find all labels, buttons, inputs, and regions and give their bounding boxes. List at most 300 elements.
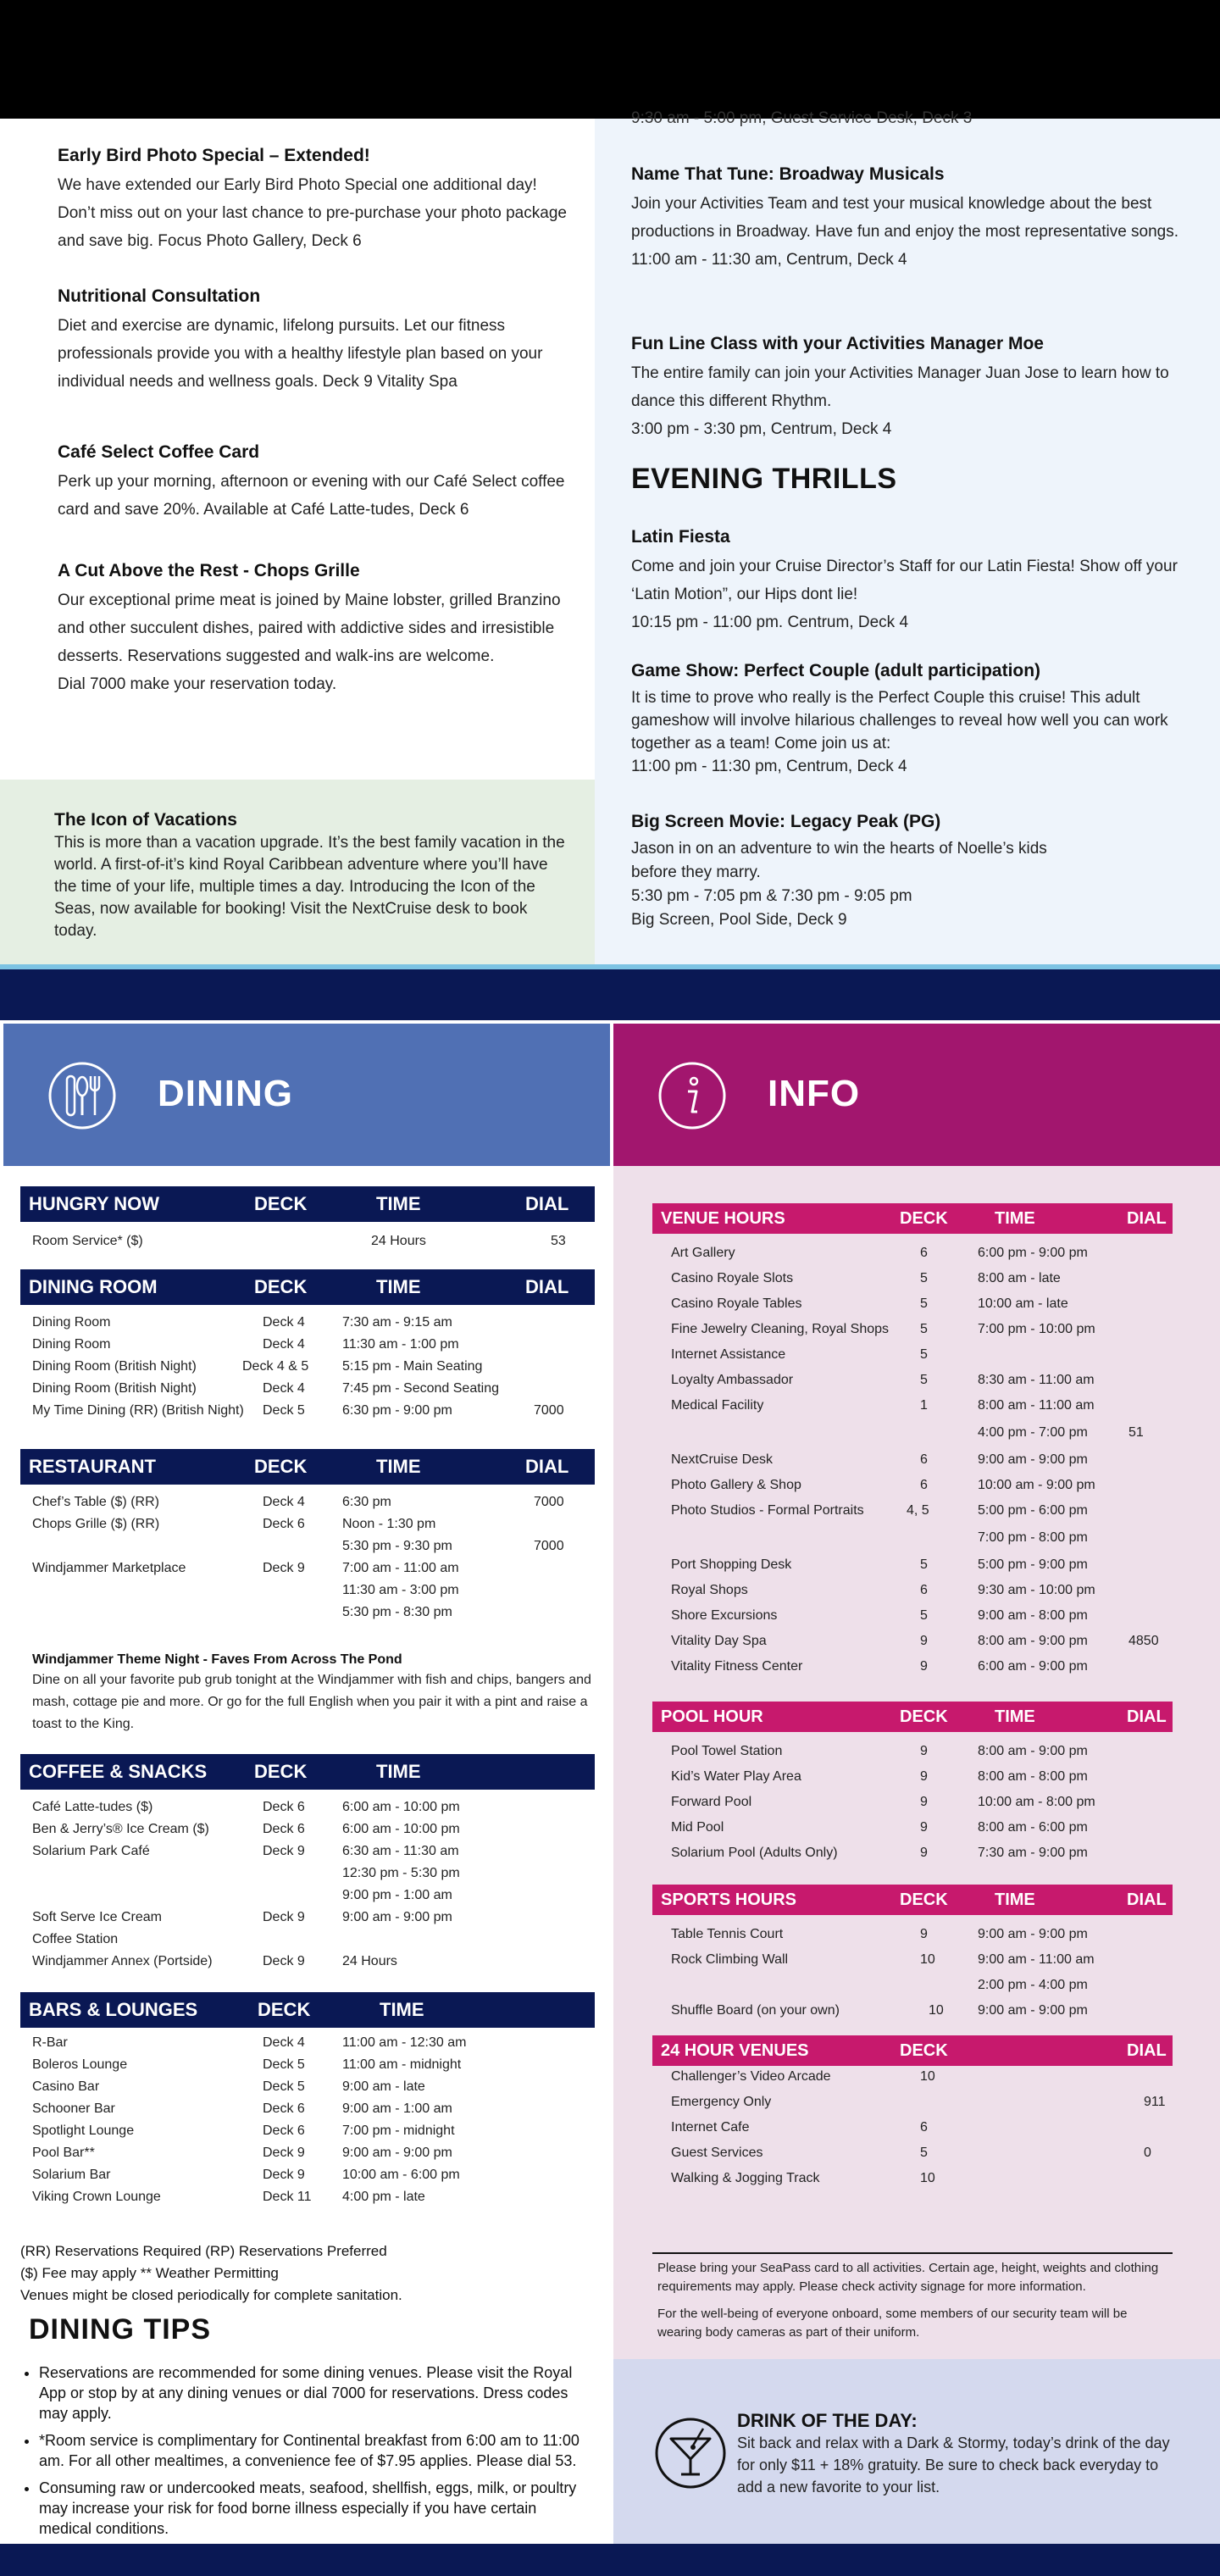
cell-venue: Pool Bar** [32, 2146, 95, 2160]
cell-deck: 6 [920, 1246, 928, 1260]
col-time: TIME [995, 1209, 1035, 1228]
cell-deck: 5 [920, 1271, 928, 1285]
cell-deck: 10 [920, 2069, 935, 2084]
cell-time: 7:30 am - 9:15 am [342, 1315, 452, 1330]
section-name: SPORTS HOURS [661, 1890, 797, 1909]
table-row [32, 2057, 591, 2078]
cell-deck: Deck 9 [263, 1561, 305, 1575]
cell-time: 8:00 am - 11:00 am [978, 1398, 1095, 1413]
cell-time: 6:00 am - 10:00 pm [342, 1822, 460, 1836]
table-row [32, 1605, 591, 1625]
cell-venue: Kid’s Water Play Area [671, 1769, 801, 1784]
table-row [32, 2124, 591, 2144]
cell-deck: 10 [920, 2171, 935, 2185]
cell-time: 6:00 pm - 9:00 pm [978, 1246, 1088, 1260]
table-row [32, 1866, 591, 1886]
cell-venue: R-Bar [32, 2035, 68, 2050]
col-deck: DECK [900, 2041, 948, 2060]
cell-deck: Deck 9 [263, 2146, 305, 2160]
block-body: It is time to prove who really is the Perfect Couple this cruise! This adult gameshow will involve hilarious challenges to reveal how well you can work together as a team! Come join us at: [631, 689, 1168, 752]
cell-venue: Dining Room (British Night) [32, 1359, 197, 1374]
cell-time: 4:00 pm - late [342, 2190, 425, 2204]
drink-text [737, 2410, 1186, 2498]
cell-venue: NextCruise Desk [671, 1452, 774, 1467]
cell-venue: Fine Jewelry Cleaning, Royal Shops [671, 1322, 890, 1336]
section-name: BARS & LOUNGES [29, 1999, 198, 2020]
col-time: TIME [995, 1707, 1035, 1726]
table-row [32, 1539, 591, 1559]
table-row [671, 1608, 1220, 1629]
cell-deck: 9 [920, 1927, 928, 1941]
cell-venue: Walking & Jogging Track [671, 2171, 820, 2185]
cell-time: 7:00 am - 11:00 am [342, 1561, 459, 1575]
section-name: RESTAURANT [29, 1456, 156, 1477]
block-time: 3:00 pm - 3:30 pm, Centrum, Deck 4 [631, 420, 892, 438]
cell-deck: Deck 4 [263, 1315, 305, 1330]
block-time: 11:00 am - 11:30 am, Centrum, Deck 4 [631, 251, 907, 269]
cell-deck: 9 [920, 1846, 928, 1860]
coffee-snacks-header [20, 1754, 595, 1790]
early-bird-block [58, 146, 576, 255]
block-title: Café Select Coffee Card [58, 442, 260, 462]
cell-venue: Shore Excursions [671, 1608, 778, 1623]
col-dial: DIAL [1127, 2041, 1167, 2060]
cell-deck: Deck 6 [263, 2124, 305, 2138]
col-dial: DIAL [525, 1193, 569, 1214]
table-row [32, 1844, 591, 1864]
table-row [32, 1234, 583, 1254]
block-body: We have extended our Early Bird Photo Special one additional day! Don’t miss out on your last chance to pre-purchase your photo package and save big. Focus Photo Gallery, Deck 6 [58, 176, 567, 250]
col-deck: DECK [900, 1707, 948, 1726]
cell-time: 7:00 pm - 10:00 pm [978, 1322, 1095, 1336]
cell-time: Noon - 1:30 pm [342, 1517, 436, 1531]
cell-venue: Solarium Pool (Adults Only) [671, 1846, 838, 1860]
table-row [32, 1315, 591, 1335]
table-row [671, 1478, 1220, 1498]
block-body: The entire family can join your Activities Manager Juan Jose to learn how to dance this different Rhythm. [631, 364, 1169, 410]
cell-venue: Photo Gallery & Shop [671, 1478, 801, 1492]
cell-deck: 5 [920, 2146, 928, 2160]
col-deck: DECK [900, 1890, 948, 1909]
movie-block [631, 812, 1072, 932]
cell-venue: Chops Grille ($) (RR) [32, 1517, 160, 1531]
notice-body-cameras: For the well-being of everyone onboard, some members of our security team will be wearing body cameras as part of their uniform. [657, 2307, 1128, 2340]
cell-time: 5:15 pm - Main Seating [342, 1359, 483, 1374]
cell-deck: 6 [920, 1452, 928, 1467]
cell-deck: 5 [920, 1608, 928, 1623]
cell-deck: 9 [920, 1820, 928, 1835]
notice-rule [652, 2252, 1173, 2254]
section-name: 24 HOUR VENUES [661, 2041, 809, 2060]
table-row [671, 1583, 1220, 1603]
cell-dial: 7000 [534, 1403, 564, 1418]
cell-dial: 7000 [534, 1495, 564, 1509]
col-time: TIME [380, 1999, 424, 2020]
cell-venue: Chef’s Table ($) (RR) [32, 1495, 159, 1509]
col-time: TIME [376, 1276, 421, 1297]
dining-tips-title: DINING TIPS [29, 2313, 212, 2346]
cell-time: 9:00 am - 9:00 pm [978, 1927, 1088, 1941]
cell-venue: Vitality Fitness Center [671, 1659, 803, 1674]
cell-venue: My Time Dining (RR) (British Night) [32, 1403, 244, 1418]
col-time: TIME [376, 1761, 421, 1782]
table-row [671, 1398, 1220, 1418]
table-row [32, 1888, 591, 1908]
cell-venue: Guest Services [671, 2146, 763, 2160]
col-dial: DIAL [1127, 1707, 1167, 1726]
table-row [32, 1403, 591, 1424]
cell-venue: Shuffle Board (on your own) [671, 2003, 840, 2018]
drink-body: Sit back and relax with a Dark & Stormy, today’s drink of the day for only $11 + 18% gratuity. Be sure to check back everyday to add a new favorite to your list. [737, 2434, 1170, 2496]
cell-deck: Deck 11 [263, 2190, 312, 2204]
col-time: TIME [376, 1193, 421, 1214]
chops-grille-block [58, 561, 576, 698]
cell-time: 8:00 am - 8:00 pm [978, 1769, 1088, 1784]
hungry-now-header [20, 1186, 595, 1222]
cell-venue: Casino Royale Slots [671, 1271, 794, 1285]
cell-deck: 4, 5 [907, 1503, 929, 1518]
cell-venue: Art Gallery [671, 1246, 735, 1260]
section-name: POOL HOUR [661, 1707, 763, 1726]
block-title: Fun Line Class with your Activities Manager Moe [631, 334, 1044, 353]
cell-venue: Room Service* ($) [32, 1234, 143, 1248]
cell-time: 9:00 am - 9:00 pm [342, 1910, 452, 1924]
cut-off-line: 9:30 am - 5:00 pm, Guest Service Desk, Deck 3 [631, 109, 973, 127]
block-time: 11:00 pm - 11:30 pm, Centrum, Deck 4 [631, 758, 907, 775]
cell-deck: Deck 4 [263, 1381, 305, 1396]
fun-line-block [631, 334, 1190, 443]
table-row [671, 1952, 1220, 1973]
cell-venue: Viking Crown Lounge [32, 2190, 161, 2204]
table-row [671, 1373, 1220, 1393]
cell-time: 7:30 am - 9:00 pm [978, 1846, 1088, 1860]
table-row [32, 2101, 591, 2122]
section-name: DINING ROOM [29, 1276, 158, 1297]
theme-body: Dine on all your favorite pub grub tonight at the Windjammer with fish and chips, bangers and mash, cottage pie and more. Or go for the full English when you pair it with a pint and raise a toast to the King. [32, 1673, 591, 1731]
cell-venue: Vitality Day Spa [671, 1634, 767, 1648]
cell-deck: 5 [920, 1347, 928, 1362]
table-row [671, 1425, 1220, 1446]
cell-venue: Internet Cafe [671, 2120, 750, 2135]
info-header [613, 1024, 1220, 1166]
sports-hours-header [652, 1885, 1173, 1915]
table-row [32, 1381, 591, 1402]
table-row [671, 1246, 1220, 1266]
cell-time: 9:00 am - 9:00 pm [978, 1452, 1088, 1467]
cell-deck: 9 [920, 1634, 928, 1648]
cell-time: 7:00 pm - 8:00 pm [978, 1530, 1088, 1545]
cell-dial: 53 [551, 1234, 566, 1248]
cell-time: 8:00 am - late [978, 1271, 1061, 1285]
table-row [32, 1822, 591, 1842]
block-body: Join your Activities Team and test your musical knowledge about the best productions in Broadway. Have fun and enjoy the most representative songs. [631, 195, 1179, 241]
cell-time: 2:00 pm - 4:00 pm [978, 1978, 1088, 1992]
cell-venue: Coffee Station [32, 1932, 119, 1946]
pool-hour-header [652, 1702, 1173, 1732]
dining-tips-list [39, 2362, 581, 2545]
table-row [32, 1337, 591, 1357]
cell-time: 9:00 am - late [342, 2079, 425, 2094]
table-row [671, 1452, 1220, 1473]
table-row [32, 1954, 591, 1974]
cell-venue: Windjammer Marketplace [32, 1561, 186, 1575]
cell-deck: Deck 5 [263, 1403, 305, 1418]
cell-time: 10:00 am - late [978, 1296, 1068, 1311]
table-row [671, 1978, 1220, 1998]
table-row [671, 1769, 1220, 1790]
cell-time: 9:00 am - 8:00 pm [978, 1608, 1088, 1623]
cell-deck: 10 [929, 2003, 944, 2018]
dining-notes [20, 2240, 596, 2307]
cell-venue: Boleros Lounge [32, 2057, 128, 2072]
col-deck: DECK [254, 1276, 308, 1297]
cell-time: 9:00 am - 1:00 am [342, 2101, 452, 2116]
table-row [671, 1846, 1220, 1866]
col-deck: DECK [254, 1193, 308, 1214]
evening-thrills-heading: EVENING THRILLS [631, 463, 897, 495]
cell-deck: Deck 6 [263, 1800, 305, 1814]
col-dial: DIAL [525, 1276, 569, 1297]
cell-time: 5:30 pm - 9:30 pm [342, 1539, 452, 1553]
cell-venue: Spotlight Lounge [32, 2124, 135, 2138]
name-that-tune-block [631, 164, 1190, 274]
table-row [671, 1271, 1220, 1291]
cell-time: 8:00 am - 9:00 pm [978, 1634, 1088, 1648]
table-row [671, 1634, 1220, 1654]
cell-time: 24 Hours [342, 1954, 397, 1968]
cell-dial: 51 [1128, 1425, 1144, 1440]
table-row [32, 1800, 591, 1820]
cell-time: 10:00 am - 8:00 pm [978, 1795, 1095, 1809]
table-row [671, 1557, 1220, 1578]
cell-deck: Deck 9 [263, 1844, 305, 1858]
table-row [32, 1359, 591, 1380]
24-hour-venues-header [652, 2035, 1173, 2066]
cell-time: 5:00 pm - 9:00 pm [978, 1557, 1088, 1572]
cell-time: 6:00 am - 10:00 pm [342, 1800, 460, 1814]
cell-venue: Pool Towel Station [671, 1744, 783, 1758]
cell-time: 12:30 pm - 5:30 pm [342, 1866, 460, 1880]
cafe-select-block [58, 442, 576, 524]
cell-time: 4:00 pm - 7:00 pm [978, 1425, 1088, 1440]
col-dial: DIAL [1127, 1890, 1167, 1909]
cell-venue: Loyalty Ambassador [671, 1373, 794, 1387]
table-row [671, 2171, 1220, 2191]
table-row [671, 1530, 1220, 1551]
cell-deck: Deck 9 [263, 1954, 305, 1968]
cell-time: 6:00 am - 9:00 pm [978, 1659, 1088, 1674]
cell-time: 7:00 pm - midnight [342, 2124, 455, 2138]
cell-dial: 4850 [1128, 1634, 1159, 1648]
col-time: TIME [995, 1890, 1035, 1909]
cell-deck: 5 [920, 1322, 928, 1336]
info-title: INFO [768, 1073, 861, 1114]
col-deck: DECK [254, 1761, 308, 1782]
block-extra: Dial 7000 make your reservation today. [58, 675, 337, 693]
col-deck: DECK [254, 1456, 308, 1477]
cell-venue: Rock Climbing Wall [671, 1952, 789, 1967]
table-row [671, 2146, 1220, 2166]
cell-venue: Dining Room [32, 1337, 111, 1352]
tip-item: • Consuming raw or undercooked meats, seafood, shellfish, eggs, milk, or poultry may increase your risk for food borne illness especially if you have certain medical conditions. [39, 2478, 581, 2539]
cell-deck: Deck 5 [263, 2079, 305, 2094]
utensils-icon [47, 1061, 117, 1130]
section-name: COFFEE & SNACKS [29, 1761, 208, 1782]
block-title: The Icon of Vacations [54, 810, 237, 830]
table-row [671, 2120, 1220, 2140]
table-row [671, 1820, 1220, 1840]
cocktail-icon [654, 2417, 727, 2490]
cell-venue: Challenger’s Video Arcade [671, 2069, 831, 2084]
cell-venue: Solarium Park Café [32, 1844, 150, 1858]
cell-time: 10:00 am - 6:00 pm [342, 2168, 460, 2182]
cell-deck: Deck 4 [263, 2035, 305, 2050]
restaurant-header [20, 1449, 595, 1485]
cell-time: 8:00 am - 9:00 pm [978, 1744, 1088, 1758]
table-row [32, 1583, 591, 1603]
table-row [671, 1795, 1220, 1815]
cell-time: 5:00 pm - 6:00 pm [978, 1503, 1088, 1518]
cell-deck: 6 [920, 2120, 928, 2135]
note-line: (RR) Reservations Required (RP) Reservations Preferred [20, 2243, 387, 2259]
block-body: Jason in on an adventure to win the hearts of Noelle’s kids before they marry. [631, 840, 1047, 881]
navy-band [0, 969, 1220, 1020]
theme-title: Windjammer Theme Night - Faves From Across The Pond [32, 1652, 402, 1667]
cell-time: 6:30 pm [342, 1495, 391, 1509]
cell-venue: Dining Room [32, 1315, 111, 1330]
cell-venue: Café Latte-tudes ($) [32, 1800, 153, 1814]
cell-deck: 9 [920, 1744, 928, 1758]
cell-dial: 911 [1144, 2095, 1166, 2109]
drink-title: DRINK OF THE DAY: [737, 2410, 918, 2431]
table-row [32, 2079, 591, 2100]
cell-deck: 5 [920, 1557, 928, 1572]
cell-time: 7:45 pm - Second Seating [342, 1381, 500, 1396]
cell-deck: 1 [920, 1398, 928, 1413]
cell-time: 11:30 am - 3:00 pm [342, 1583, 459, 1597]
table-row [671, 2095, 1220, 2115]
top-black-bar [0, 0, 1220, 119]
block-title: Latin Fiesta [631, 527, 730, 547]
col-dial: DIAL [525, 1456, 569, 1477]
block-time: 10:15 pm - 11:00 pm. Centrum, Deck 4 [631, 613, 909, 631]
table-row [32, 1517, 591, 1537]
cell-time: 9:00 pm - 1:00 am [342, 1888, 452, 1902]
dining-room-header [20, 1269, 595, 1305]
latin-fiesta-block [631, 527, 1190, 636]
cell-time: 9:00 am - 9:00 pm [342, 2146, 452, 2160]
table-row [671, 1296, 1220, 1317]
block-time: 5:30 pm - 7:05 pm & 7:30 pm - 9:05 pm [631, 887, 912, 905]
cell-venue: Windjammer Annex (Portside) [32, 1954, 213, 1968]
cell-deck: Deck 6 [263, 1822, 305, 1836]
col-deck: DECK [900, 1209, 948, 1228]
cell-deck: 5 [920, 1373, 928, 1387]
dining-title: DINING [158, 1073, 293, 1114]
cell-venue: Mid Pool [671, 1820, 724, 1835]
cell-time: 9:00 am - 11:00 am [978, 1952, 1095, 1967]
cell-deck: 10 [920, 1952, 935, 1967]
block-title: Game Show: Perfect Couple (adult participation) [631, 661, 1041, 680]
col-dial: DIAL [1127, 1209, 1167, 1228]
cell-time: 11:30 am - 1:00 pm [342, 1337, 459, 1352]
block-title: Big Screen Movie: Legacy Peak (PG) [631, 812, 941, 831]
section-name: HUNGRY NOW [29, 1193, 159, 1214]
cell-deck: Deck 6 [263, 1517, 305, 1531]
windjammer-theme [32, 1651, 600, 1735]
notice-seapass: Please bring your SeaPass card to all activities. Certain age, height, weights and clothing requirements may apply. Please check activity signage for more information. [657, 2261, 1159, 2294]
tip-item: • Reservations are recommended for some dining venues. Please visit the Royal App or stop by at any dining venues or dial 7000 for reservations. Dress codes may apply. [39, 2362, 581, 2423]
cell-venue: Casino Royale Tables [671, 1296, 802, 1311]
table-row [671, 1659, 1220, 1679]
block-location: Big Screen, Pool Side, Deck 9 [631, 911, 847, 929]
cell-dial: 0 [1144, 2146, 1151, 2160]
cell-venue: Photo Studios - Formal Portraits [671, 1503, 864, 1518]
dining-header [3, 1024, 610, 1166]
table-row [32, 1932, 591, 1952]
cell-deck: 9 [920, 1795, 928, 1809]
block-body: Perk up your morning, afternoon or evening with our Café Select coffee card and save 20%. Available at Café Latte-tudes, Deck 6 [58, 473, 565, 519]
cell-time: 6:30 am - 11:30 am [342, 1844, 459, 1858]
cell-deck: 6 [920, 1583, 928, 1597]
bars-lounges-header [20, 1992, 595, 2028]
cell-venue: Casino Bar [32, 2079, 100, 2094]
cell-venue: Royal Shops [671, 1583, 748, 1597]
cell-time: 9:30 am - 10:00 pm [978, 1583, 1095, 1597]
bottom-navy-bar [0, 2544, 1220, 2576]
table-row [32, 1561, 591, 1581]
cell-deck: 9 [920, 1659, 928, 1674]
table-row [671, 2069, 1220, 2090]
cell-time: 11:00 am - midnight [342, 2057, 462, 2072]
cell-deck: 9 [920, 1769, 928, 1784]
cell-deck: Deck 4 [263, 1495, 305, 1509]
cell-deck: Deck 9 [263, 2168, 305, 2182]
cell-time: 11:00 am - 12:30 am [342, 2035, 467, 2050]
venue-hours-header [652, 1203, 1173, 1234]
block-title: A Cut Above the Rest - Chops Grille [58, 561, 360, 580]
block-title: Name That Tune: Broadway Musicals [631, 164, 945, 184]
table-row [32, 2146, 591, 2166]
cell-time: 6:30 pm - 9:00 pm [342, 1403, 452, 1418]
cell-time: 8:00 am - 6:00 pm [978, 1820, 1088, 1835]
cell-deck: Deck 4 [263, 1337, 305, 1352]
cell-deck: 5 [920, 1296, 928, 1311]
cell-deck: 6 [920, 1478, 928, 1492]
block-body: Our exceptional prime meat is joined by Maine lobster, grilled Branzino and other succulent dishes, paired with addictive sides and irresistible desserts. Reservations suggested and walk-ins are welcome. [58, 591, 561, 665]
table-row [671, 1503, 1220, 1524]
cell-deck: Deck 5 [263, 2057, 305, 2072]
table-row [32, 2035, 591, 2056]
col-deck: DECK [258, 1999, 311, 2020]
info-icon [657, 1061, 727, 1130]
col-time: TIME [376, 1456, 421, 1477]
block-body: This is more than a vacation upgrade. It’s the best family vacation in the world. A first-of-it’s kind Royal Caribbean adventure where you’ll have the time of your life, multiple times a day. Introducing the Icon of the Seas, now available for booking! Visit the NextCruise desk to book today. [54, 834, 565, 940]
cell-deck: Deck 9 [263, 1910, 305, 1924]
cell-venue: Schooner Bar [32, 2101, 115, 2116]
table-row [671, 1744, 1220, 1764]
cell-time: 10:00 am - 9:00 pm [978, 1478, 1095, 1492]
cell-venue: Medical Facility [671, 1398, 764, 1413]
icon-vacations-text [54, 810, 571, 942]
table-row [671, 1927, 1220, 1947]
game-show-block [631, 661, 1195, 778]
tip-item: • *Room service is complimentary for Continental breakfast from 6:00 am to 11:00 am. For all other mealtimes, a convenience fee of $7.95 applies. Please dial 53. [39, 2430, 581, 2471]
table-row [32, 2190, 591, 2210]
cell-deck: Deck 6 [263, 2101, 305, 2116]
block-body: Diet and exercise are dynamic, lifelong pursuits. Let our fitness professionals provide you with a healthy lifestyle plan based on your individual needs and wellness goals. Deck 9 Vitality Spa [58, 317, 543, 391]
cell-time: 9:00 am - 9:00 pm [978, 2003, 1088, 2018]
